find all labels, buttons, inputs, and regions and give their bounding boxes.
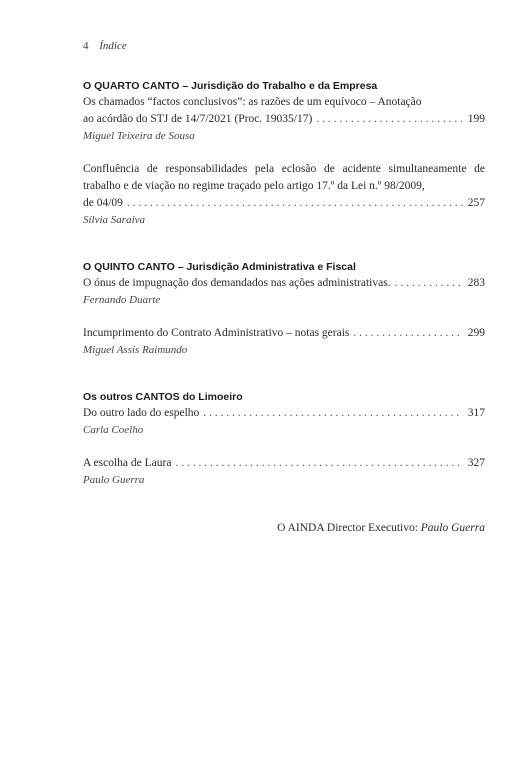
entry-page-number: 299 [467,327,485,339]
dot-leader [353,325,463,342]
section-heading: O QUARTO CANTO – Jurisdição do Trabalho e da Empresa [83,80,378,92]
toc-entry[interactable] [83,94,485,145]
entry-line [83,455,485,472]
toc-entry[interactable] [83,325,485,359]
credit-name: Paulo Guerra [420,522,485,534]
toc-entry[interactable] [83,405,485,439]
dot-leader [203,405,463,422]
entry-line [83,275,485,292]
dot-leader [127,195,463,212]
entry-page-number: 283 [467,277,485,289]
entry-title-end: O ónus de impugnação dos demandados nas ações administrativas. [83,277,391,289]
entry-line [83,325,485,342]
entry-line [83,195,485,212]
entry-page-number: 257 [467,197,485,209]
entry-author: Paulo Guerra [83,474,145,486]
table-of-contents [83,78,485,519]
entry-author: Carla Coelho [83,424,144,436]
section-heading: O QUINTO CANTO – Jurisdição Administrativa e Fiscal [83,261,356,273]
toc-section-quinto-canto [83,259,485,359]
entry-author: Fernando Duarte [83,294,161,306]
entry-page-number: 327 [467,457,485,469]
toc-entry[interactable] [83,275,485,309]
entry-title-end: Do outro lado do espelho [83,407,200,419]
entry-author: Miguel Assis Raimundo [83,344,188,356]
entry-line [83,405,485,422]
toc-entry[interactable] [83,455,485,489]
dot-leader [395,275,463,292]
running-header [83,40,127,52]
dot-leader [316,111,463,128]
page-number: 4 [83,40,89,52]
editor-credit [277,522,485,534]
section-heading: Os outros CANTOS do Limoeiro [83,391,243,403]
toc-section-outros-cantos [83,389,485,489]
entry-title: Confluência de responsabilidades pela eclosão de acidente simultaneamente de trabalho e de viação no regime traçado pelo artigo 17.º da Lei n.º 98/2009, [83,163,485,192]
entry-author: Sílvia Saraiva [83,214,146,226]
running-title: Índice [99,40,127,52]
entry-page-number: 199 [467,113,485,125]
entry-line [83,111,485,128]
dot-leader [175,455,463,472]
entry-title-end: ao acórdão do STJ de 14/7/2021 (Proc. 19035/17) [83,113,313,125]
entry-author: Miguel Teixeira de Sousa [83,130,195,142]
credit-role: O AINDA Director Executivo: [277,522,418,534]
toc-section-quarto-canto [83,78,485,229]
toc-entry[interactable] [83,161,485,229]
entry-title-end: A escolha de Laura [83,457,172,469]
entry-title-end: de 04/09 [83,197,123,209]
entry-page-number: 317 [467,407,485,419]
entry-title: Os chamados “factos conclusivos”: as razões de um equívoco – Anotação [83,96,422,108]
entry-title-end: Incumprimento do Contrato Administrativo – notas gerais [83,327,350,339]
